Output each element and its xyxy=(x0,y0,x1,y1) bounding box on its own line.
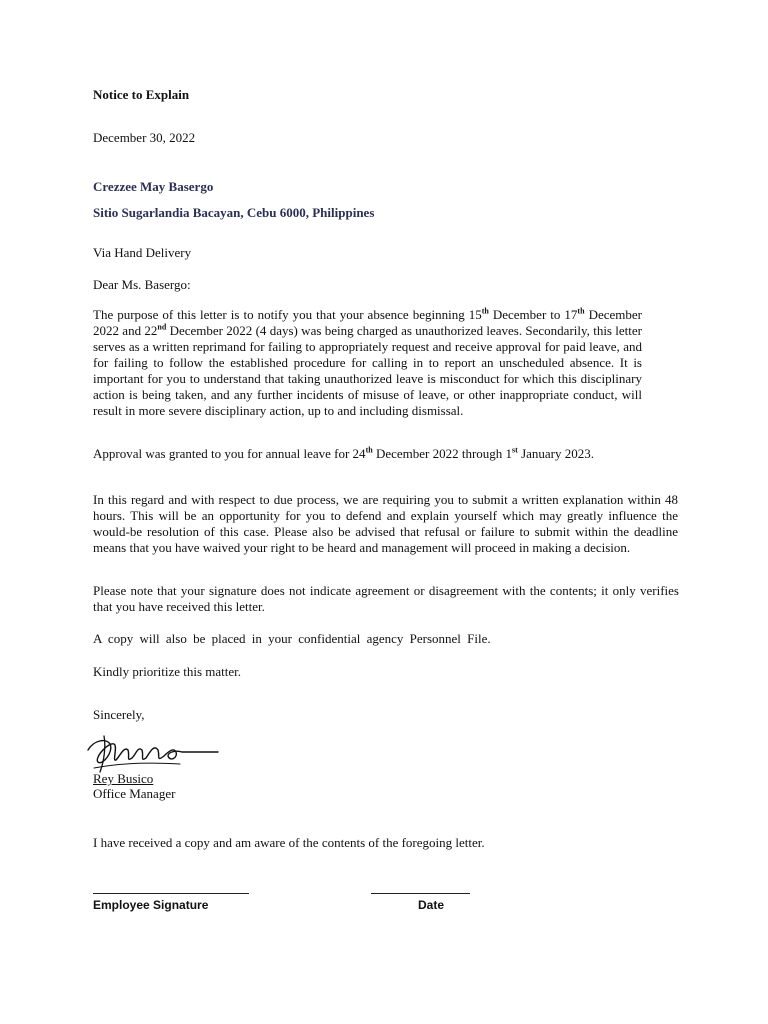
paragraph-absence-notice: The purpose of this letter is to notify you that your absence beginning 15th December to 17th December 2022 and 22nd December 2022 (4 days) was being charged as unauthorized leaves. Secondarily, this letter serves as a written reprimand for failing to appropriately request and receive approval for paid leave, and for failing to follow the established procedure for calling in to report an unscheduled absence. It is important for you to understand that taking unauthorized leave is misconduct for which this disciplinary action is being taken, and any further incidents of misuse of leave, or other inappropriate conduct, will result in more severe disciplinary action, up to and including dismissal. xyxy=(93,306,642,418)
recipient-address: Sitio Sugarlandia Bacayan, Cebu 6000, Philippines xyxy=(93,205,375,220)
date-line xyxy=(371,893,470,894)
salutation: Dear Ms. Basergo: xyxy=(93,277,191,292)
date-label: Date xyxy=(418,898,445,912)
handwritten-signature xyxy=(84,732,224,774)
paragraph-signature-note: Please note that your signature does not indicate agreement or disagreement with the contents; it only verifies that you have received this letter. xyxy=(93,583,679,614)
employee-signature-line xyxy=(93,893,249,894)
closing: Sincerely, xyxy=(93,707,145,722)
recipient-name: Crezzee May Basergo xyxy=(93,179,214,194)
paragraph-personnel-file: A copy will also be placed in your confidential agency Personnel File. xyxy=(93,631,491,646)
acknowledgement-statement: I have received a copy and am aware of the contents of the foregoing letter. xyxy=(93,835,485,850)
paragraph-prioritize: Kindly prioritize this matter. xyxy=(93,664,242,679)
paragraph-leave-approval: Approval was granted to you for annual leave for 24th December 2022 through 1st January 2023. xyxy=(93,445,595,461)
letter-date: December 30, 2022 xyxy=(93,130,196,145)
signatory-title: Office Manager xyxy=(93,786,176,801)
letter-title: Notice to Explain xyxy=(93,87,190,102)
employee-signature-label: Employee Signature xyxy=(93,898,209,912)
signatory-name: Rey Busico xyxy=(93,771,154,786)
delivery-method: Via Hand Delivery xyxy=(93,245,192,260)
paragraph-explanation-request: In this regard and with respect to due process, we are requiring you to submit a written explanation within 48 hours. This will be an opportunity for you to defend and explain yourself which may greatly influence the would-be resolution of this case. Please also be advised that refusal or failure to submit within the deadline means that you have waived your right to be heard and management will proceed in making a decision. xyxy=(93,492,678,555)
